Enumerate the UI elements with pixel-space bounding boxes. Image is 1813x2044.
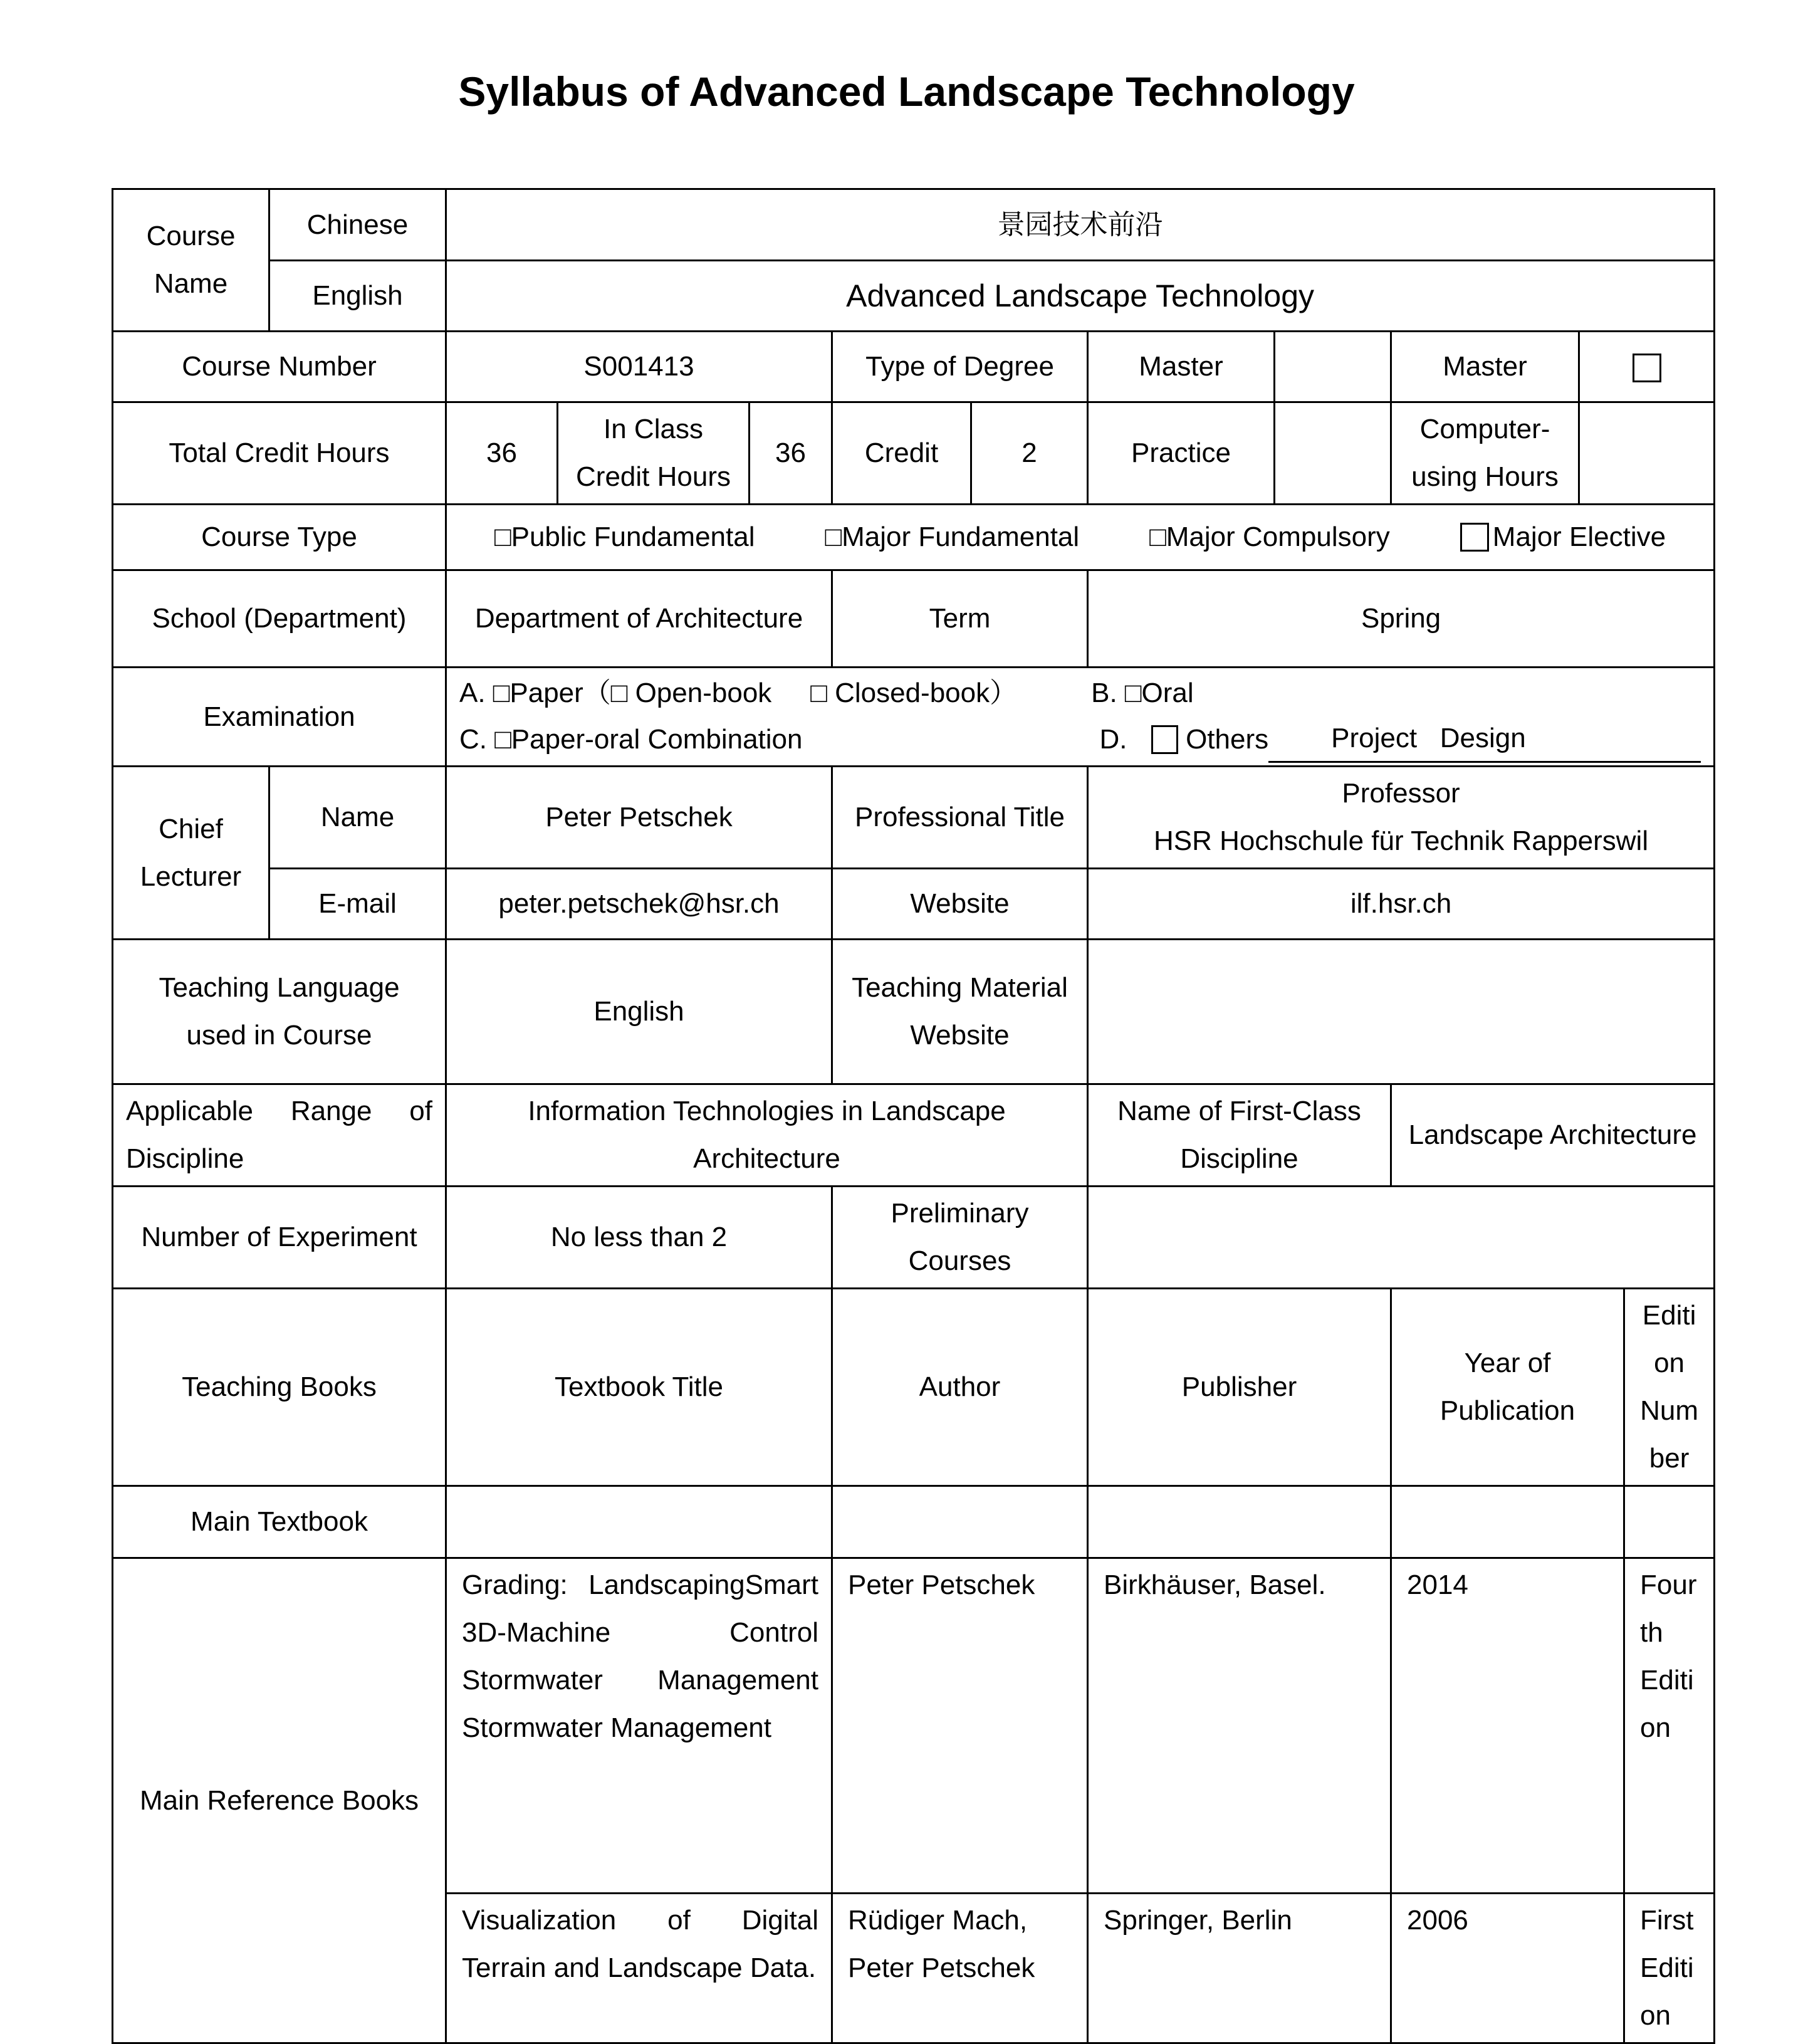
english-name-value: Advanced Landscape Technology xyxy=(446,261,1715,332)
lecturer-website-label: Website xyxy=(832,869,1088,940)
degree-option-1-cell xyxy=(1275,332,1391,402)
teaching-material-website-value xyxy=(1088,940,1715,1084)
chief-lecturer-label: Chief Lecturer xyxy=(113,767,269,940)
main-textbook-title xyxy=(446,1486,832,1558)
teaching-books-label: Teaching Books xyxy=(113,1289,446,1486)
reference-1-year: 2014 xyxy=(1391,1558,1624,1894)
teaching-language-label: Teaching Language used in Course xyxy=(113,940,446,1084)
school-value: Department of Architecture xyxy=(446,570,832,668)
term-value: Spring xyxy=(1088,570,1715,668)
course-type-public-fundamental[interactable]: □Public Fundamental xyxy=(494,521,755,552)
reference-1-author: Peter Petschek xyxy=(832,1558,1088,1894)
reference-2-title: Visualization of Digital Terrain and Landscape Data. xyxy=(446,1894,832,2043)
chinese-name-value: 景园技术前沿 xyxy=(446,189,1715,261)
lecturer-email-value: peter.petschek@hsr.ch xyxy=(446,869,832,940)
teaching-language-value: English xyxy=(446,940,832,1084)
degree-option-2-label: Master xyxy=(1391,332,1579,402)
lecturer-website-value: ilf.hsr.ch xyxy=(1088,869,1715,940)
reference-2-publisher: Springer, Berlin xyxy=(1088,1894,1391,2043)
year-header: Year of Publication xyxy=(1391,1289,1624,1486)
course-name-label: Course Name xyxy=(113,189,269,332)
exam-others-checkbox[interactable] xyxy=(1151,725,1179,754)
professional-title-value xyxy=(1088,767,1715,869)
lecturer-email-label: E-mail xyxy=(269,869,446,940)
major-elective-label: Major Elective xyxy=(1492,521,1666,552)
examination-options xyxy=(446,668,1715,767)
preliminary-courses-label: Preliminary Courses xyxy=(832,1187,1088,1289)
course-type-major-fundamental[interactable]: □Major Fundamental xyxy=(825,521,1080,552)
lecturer-name-label: Name xyxy=(269,767,446,869)
main-textbook-year xyxy=(1391,1486,1624,1558)
practice-label: Practice xyxy=(1088,402,1275,505)
publisher-header: Publisher xyxy=(1088,1289,1391,1486)
degree-option-2-checkbox-cell xyxy=(1579,332,1715,402)
course-number-label: Course Number xyxy=(113,332,446,402)
practice-value xyxy=(1275,402,1391,505)
total-credit-hours-value: 36 xyxy=(446,402,558,505)
reference-2-year: 2006 xyxy=(1391,1894,1624,2043)
exam-option-d-label: D. xyxy=(1099,723,1127,755)
professional-title-institution: HSR Hochschule für Technik Rapperswil xyxy=(1154,825,1649,856)
main-textbook-label: Main Textbook xyxy=(113,1486,446,1558)
course-type-major-elective[interactable] xyxy=(1460,513,1666,561)
main-reference-books-label: Main Reference Books xyxy=(113,1558,446,2043)
exam-paper-option[interactable]: A. □Paper（□ Open-book xyxy=(459,678,772,708)
degree-type-label: Type of Degree xyxy=(832,332,1088,402)
exam-paper-oral-option[interactable]: C. □Paper-oral Combination xyxy=(459,723,803,755)
experiment-count-label: Number of Experiment xyxy=(113,1187,446,1289)
course-number-value: S001413 xyxy=(446,332,832,402)
first-class-discipline-label: Name of First-Class Discipline xyxy=(1088,1084,1391,1187)
applicable-discipline-label: Applicable Range of Discipline xyxy=(113,1084,446,1187)
main-textbook-publisher xyxy=(1088,1486,1391,1558)
total-credit-hours-label: Total Credit Hours xyxy=(113,402,446,505)
exam-oral-option[interactable]: B. □Oral xyxy=(1091,678,1194,708)
main-textbook-author xyxy=(832,1486,1088,1558)
textbook-title-header: Textbook Title xyxy=(446,1289,832,1486)
reference-1-publisher: Birkhäuser, Basel. xyxy=(1088,1558,1391,1894)
in-class-hours-label: In Class Credit Hours xyxy=(558,402,750,505)
lecturer-name-value: Peter Petschek xyxy=(446,767,832,869)
in-class-hours-value: 36 xyxy=(750,402,832,505)
reference-1-title: Grading: LandscapingSmart 3D-Machine Control Stormwater Management Stormwater Management xyxy=(446,1558,832,1894)
credit-value: 2 xyxy=(971,402,1088,505)
page-title: Syllabus of Advanced Landscape Technology xyxy=(458,68,1355,115)
exam-closed-book-option[interactable]: □ Closed-book） xyxy=(810,678,1018,708)
first-class-discipline-value: Landscape Architecture xyxy=(1391,1084,1715,1187)
credit-label: Credit xyxy=(832,402,971,505)
syllabus-table xyxy=(112,188,1715,2044)
computer-hours-label: Computer-using Hours xyxy=(1391,402,1579,505)
applicable-discipline-value: Information Technologies in Landscape Architecture xyxy=(446,1084,1088,1187)
professional-title-rank: Professor xyxy=(1342,778,1460,809)
reference-2-author: Rüdiger Mach, Peter Petschek xyxy=(832,1894,1088,2043)
major-elective-checkbox[interactable] xyxy=(1460,523,1489,552)
school-label: School (Department) xyxy=(113,570,446,668)
examination-label: Examination xyxy=(113,668,446,767)
exam-others-value: Project Design xyxy=(1268,716,1701,763)
reference-2-edition: First Edition xyxy=(1624,1894,1715,2043)
edition-header: Edition Number xyxy=(1624,1289,1715,1486)
exam-others-label: Others xyxy=(1186,723,1269,755)
teaching-material-website-label: Teaching Material Website xyxy=(832,940,1088,1084)
chinese-label: Chinese xyxy=(269,189,446,261)
experiment-count-value: No less than 2 xyxy=(446,1187,832,1289)
professional-title-label: Professional Title xyxy=(832,767,1088,869)
course-type-options xyxy=(446,505,1715,570)
author-header: Author xyxy=(832,1289,1088,1486)
reference-1-edition: Fourth Edition xyxy=(1624,1558,1715,1894)
course-type-major-compulsory[interactable]: □Major Compulsory xyxy=(1149,521,1390,552)
english-label: English xyxy=(269,261,446,332)
computer-hours-value xyxy=(1579,402,1715,505)
course-type-label: Course Type xyxy=(113,505,446,570)
term-label: Term xyxy=(832,570,1088,668)
main-textbook-edition xyxy=(1624,1486,1715,1558)
table-row xyxy=(113,1558,1715,1894)
degree-option-1-label: Master xyxy=(1088,332,1275,402)
preliminary-courses-value xyxy=(1088,1187,1715,1289)
degree-checkbox[interactable] xyxy=(1633,354,1661,382)
